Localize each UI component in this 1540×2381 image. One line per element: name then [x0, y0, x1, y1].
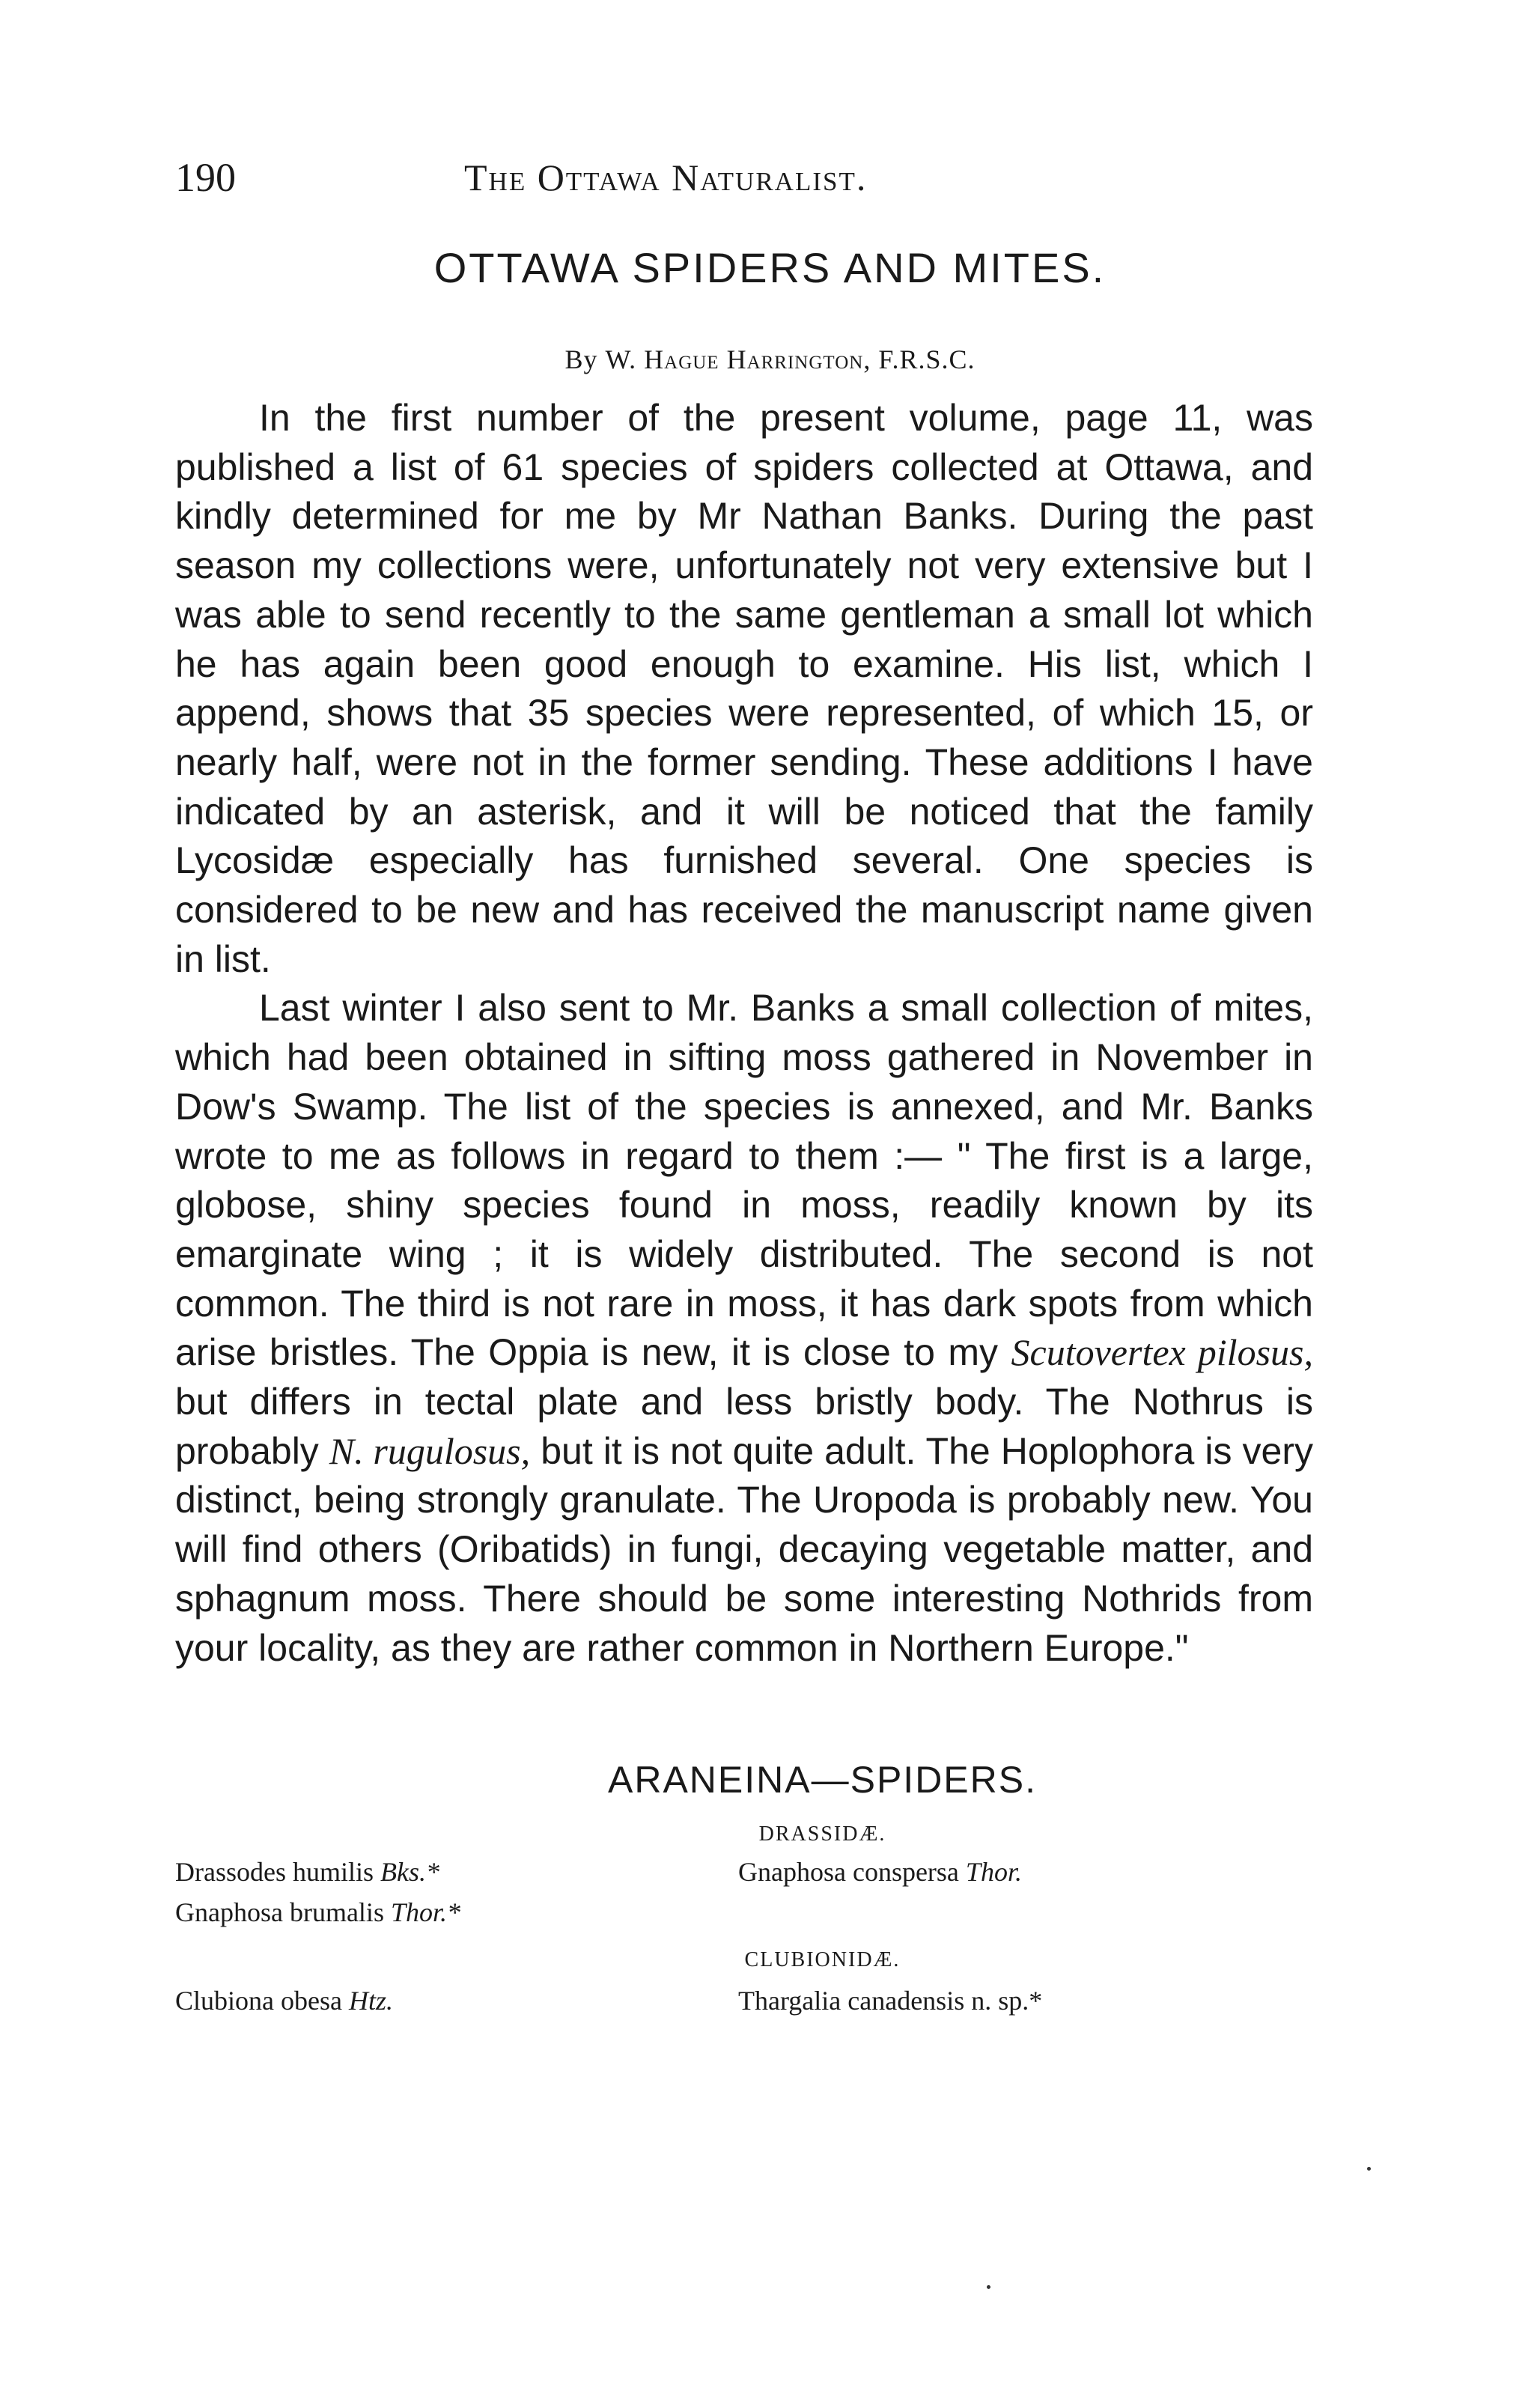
paragraph-2-part-a: Last winter I also sent to Mr. Banks a small collection of mites, which had been obtained in sifting moss gathered in November in Dow's Swamp. The list of the species is annexed, and Mr. Banks wrote to me as follows in regard to them :— " The first is a large, globose, shiny species found in moss, readily known by its emarginate wing ; it is widely distributed. The second is not common. The third is not rare in moss, it has dark spots from which arise bristles. The Oppia is new, it is close to my	[175, 987, 1313, 1374]
species-entry	[175, 1858, 439, 1885]
paragraph-2	[175, 984, 1313, 1673]
print-speck	[1367, 2167, 1371, 2171]
species-author: Thor.	[965, 1857, 1022, 1887]
species-name-scutovertex: Scutovertex pilosus,	[1011, 1331, 1313, 1374]
running-title: The Ottawa Naturalist.	[464, 156, 868, 198]
paragraph-2-part-b: but differs in tectal plate and less bristly body. The Nothrus is probably	[175, 1381, 1313, 1472]
paragraph-1: In the first number of the present volume, page 11, was published a list of 61 species of spiders collected at Ottawa, and kindly determined for me by Mr Nathan Banks. During the past season my collections were, unfortunately not very extensive but I was able to send recently to the same gentleman a small lot which he has again been good enough to examine. His list, which I append, shows that 35 species were represented, of which 15, or nearly half, were not in the former sending. These additions I have indicated by an asterisk, and it will be noticed that the family Lycosidæ especially has furnished several. One species is considered to be new and has received the manuscript name given in list.	[175, 397, 1313, 980]
byline-prefix: By	[564, 344, 598, 374]
species-name: Thargalia canadensis n. sp.*	[738, 1986, 1043, 2016]
author-name: W. Hague Harrington, F.R.S.C.	[605, 344, 976, 374]
species-entry	[175, 1899, 460, 1926]
species-author: Thor.*	[390, 1897, 460, 1927]
article-title: OTTAWA SPIDERS AND MITES.	[433, 244, 1107, 291]
page-number: 190	[175, 155, 236, 200]
family-heading-clubionidae: CLUBIONIDÆ.	[744, 1948, 901, 1971]
family-heading-drassidae: DRASSIDÆ.	[758, 1822, 886, 1846]
species-entry	[738, 1858, 1022, 1885]
species-name: Gnaphosa conspersa	[738, 1857, 959, 1887]
species-name-nothrus: N. rugulosus,	[329, 1429, 531, 1472]
species-name: Clubiona obesa	[175, 1986, 342, 2016]
article-body	[175, 394, 1313, 1673]
print-speck	[987, 2285, 990, 2289]
species-name: Gnaphosa brumalis	[175, 1897, 384, 1927]
species-entry	[738, 1987, 1042, 2014]
species-entry	[175, 1987, 393, 2014]
section-title: ARANEINA—SPIDERS.	[607, 1759, 1037, 1801]
species-name: Drassodes humilis	[175, 1857, 374, 1887]
species-author: Bks.*	[380, 1857, 439, 1887]
byline	[0, 346, 1540, 373]
species-author: Htz.	[348, 1986, 393, 2016]
paragraph-2-part-c: but it is not quite adult. The Hoplophora is very distinct, being strongly granulate. The Uropoda is probably new. You will find others (Oribatids) in fungi, decaying vegetable matter, and sphagnum moss. There should be some interesting Nothrids from your locality, as they are rather common in Northern Europe."	[175, 1429, 1313, 1669]
